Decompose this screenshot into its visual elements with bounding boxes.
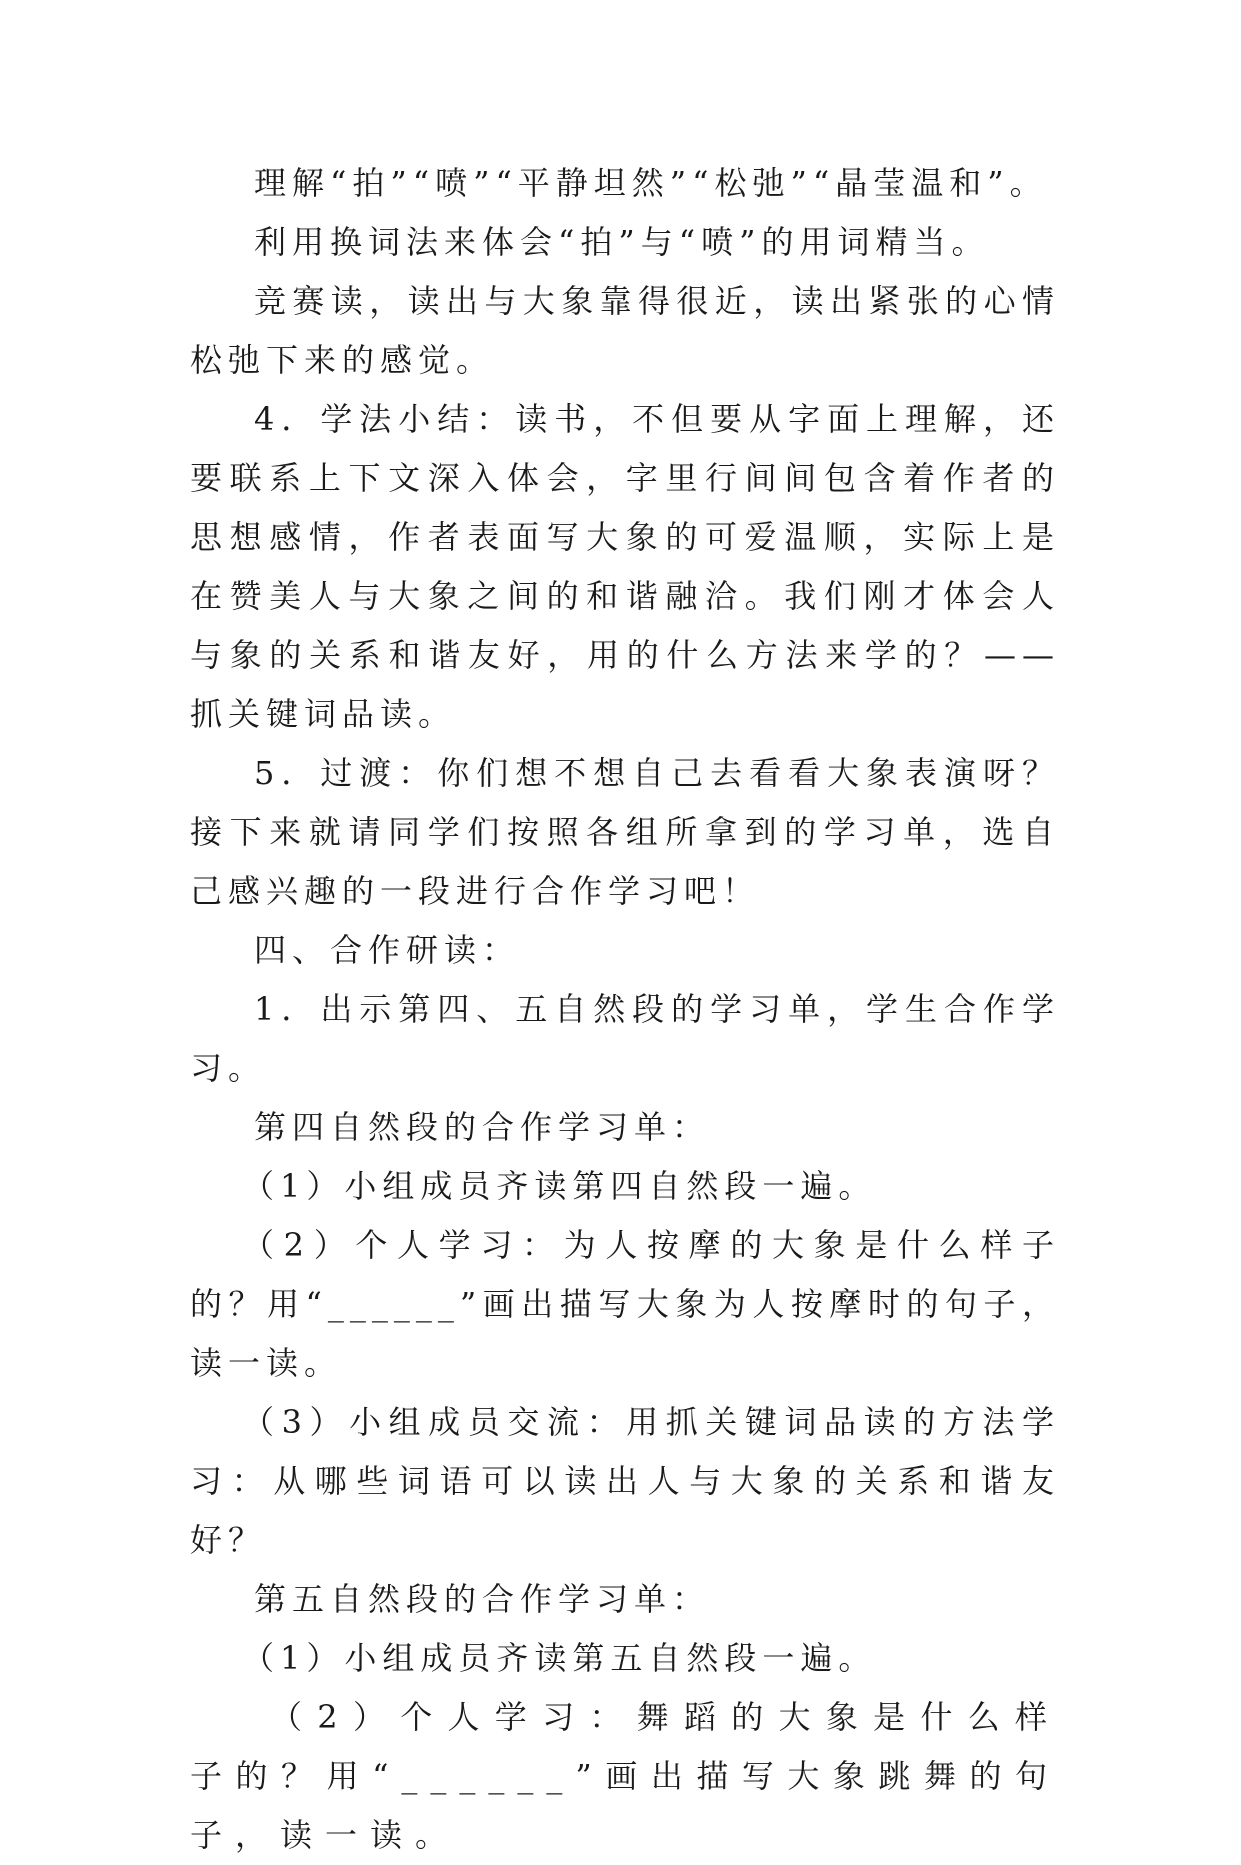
worksheet-title-paragraph-five: 第五自然段的合作学习单： bbox=[254, 1580, 711, 1618]
section-heading-cooperative-reading: 四、合作研读： bbox=[254, 931, 521, 969]
paragraph-competition-reading: 竞赛读，读出与大象靠得很近，读出紧张的心情松弛下来的感觉。 bbox=[190, 282, 1060, 379]
paragraph-learning-summary: 4．学法小结：读书，不但要从字面上理解，还要联系上下文深入体会，字里行间间包含着作者的思想感情，作者表面写大象的可爱温顺，实际上是在赞美人与大象之间的和谐融洽。我们刚才体会人与象的关系和谐友好，用的什么方法来学的？——抓关键词品读。 bbox=[190, 400, 1060, 733]
paragraph-understand-words: 理解“拍”“喷”“平静坦然”“松弛”“晶莹温和”。 bbox=[254, 164, 1048, 202]
worksheet-four-item-1: （1）小组成员齐读第四自然段一遍。 bbox=[242, 1167, 877, 1205]
paragraph-show-worksheet: 1．出示第四、五自然段的学习单，学生合作学习。 bbox=[190, 990, 1060, 1087]
worksheet-four-item-2: （2）个人学习：为人按摩的大象是什么样子的？用“______”画出描写大象为人按摩时的句子，读一读。 bbox=[190, 1226, 1060, 1382]
worksheet-five-item-1: （1）小组成员齐读第五自然段一遍。 bbox=[242, 1639, 877, 1677]
paragraph-transition: 5．过渡：你们想不想自己去看看大象表演呀？接下来就请同学们按照各组所拿到的学习单，选自己感兴趣的一段进行合作学习吧！ bbox=[190, 754, 1060, 910]
worksheet-four-item-3: （3）小组成员交流：用抓关键词品读的方法学习：从哪些词语可以读出人与大象的关系和谐友好？ bbox=[190, 1403, 1060, 1559]
worksheet-five-item-2: （2）个人学习：舞蹈的大象是什么样子的？用“______”画出描写大象跳舞的句子，读一读。 bbox=[190, 1698, 1060, 1854]
document-body bbox=[190, 154, 1060, 1865]
worksheet-title-paragraph-four: 第四自然段的合作学习单： bbox=[254, 1108, 711, 1146]
paragraph-word-substitution: 利用换词法来体会“拍”与“喷”的用词精当。 bbox=[254, 223, 990, 261]
